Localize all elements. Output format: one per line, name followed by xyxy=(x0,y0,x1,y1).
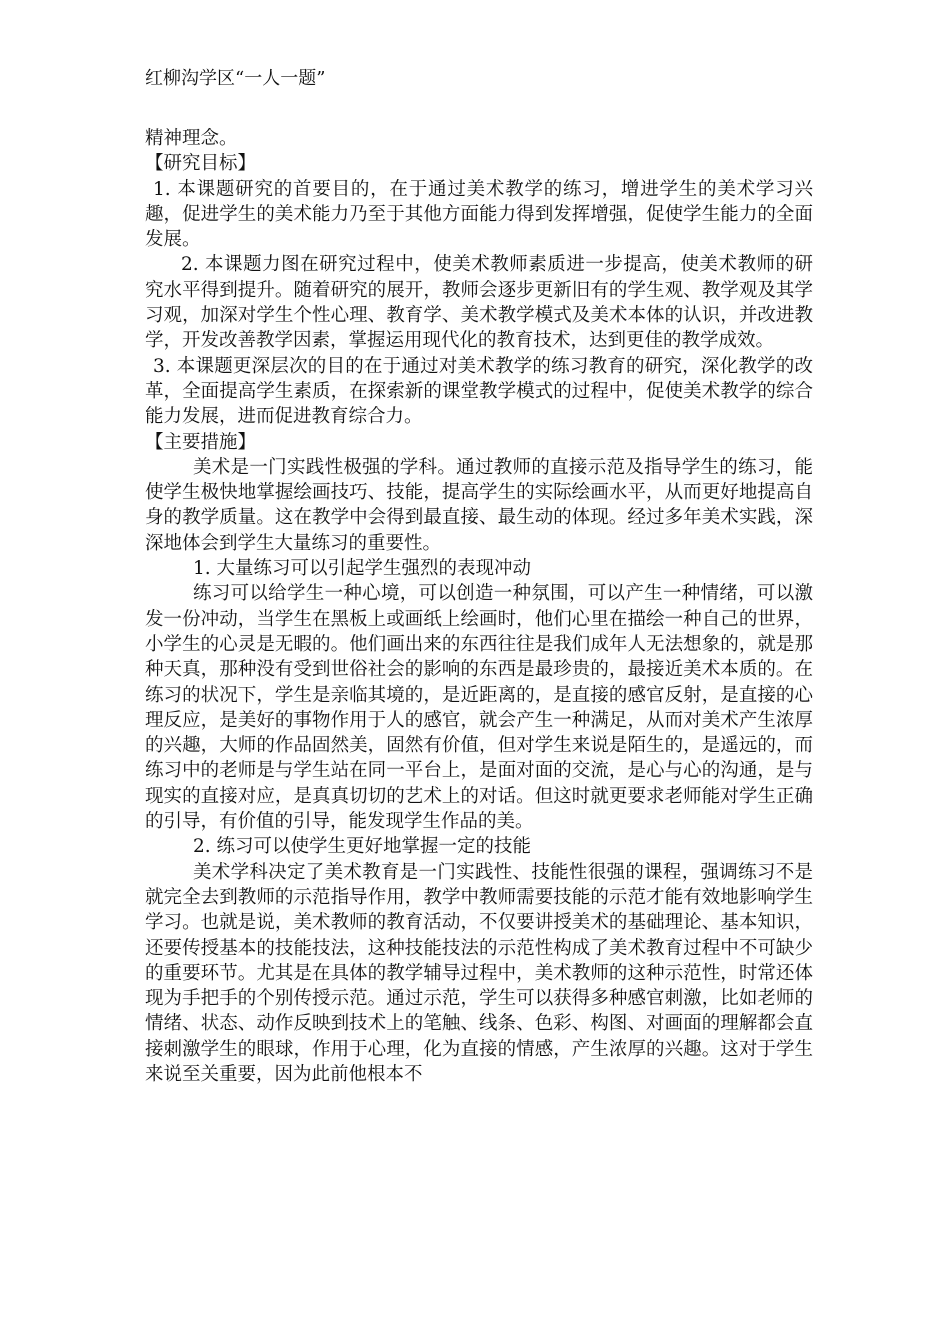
subheading-2: 2. 练习可以使学生更好地掌握一定的技能 xyxy=(193,836,532,858)
page-header: 红柳沟学区“一人一题” xyxy=(145,68,326,89)
subsection-2-body: 美术学科决定了美术教育是一门实践性、技能性很强的课程，强调练习不是就完全去到教师的示范指导作用，教学中教师需要技能的示范才能有效地影响学生学习。也就是说，美术教师的教育活动，不仅要讲授美术的基础理论、基本知识，还要传授基本的技能技法，这种技能技法的示范性构成了美术教育过程中不可缺少的重要环节。尤其是在具体的教学辅导过程中，美术教师的这种示范性，时常还体现为手把手的个别传授示范。通过示范，学生可以获得多种感官刺激，比如老师的情绪、状态、动作反映到技术上的笔触、线条、色彩、构图、对画面的理解都会直接刺激学生的眼球，作用于心理，化为直接的情感，产生浓厚的兴趣。这对于学生来说至关重要，因为此前他根本不 xyxy=(145,861,813,1085)
subsection-1-body: 练习可以给学生一种心境，可以创造一种氛围，可以产生一种情绪，可以激发一份冲动，当学生在黑板上或画纸上绘画时，他们心里在描绘一种自己的世界，小学生的心灵是无暇的。他们画出来的东西往往是我们成年人无法想象的，就是那种天真，那种没有受到世俗社会的影响的东西是最珍贵的，最接近美术本质的。在练习的状况下，学生是亲临其境的，是近距离的，是直接的感官反射，是直接的心理反应，是美好的事物作用于人的感官，就会产生一种满足，从而对美术产生浓厚的兴趣，大师的作品固然美，固然有价值，但对学生来说是陌生的，是遥远的，而练习中的老师是与学生站在同一平台上，是面对面的交流，是心与心的沟通，是与现实的直接对应，是真真切切的艺术上的对话。但这时就更要求老师能对学生正确的引导，有价值的引导，能发现学生作品的美。 xyxy=(145,583,813,833)
section-heading-research-goals: 【研究目标】 xyxy=(145,153,257,175)
document-body xyxy=(145,126,813,1087)
goal-item-1: 1. 本课题研究的首要目的，在于通过美术教学的练习，增进学生的美术学习兴趣，促进学生的美术能力乃至于其他方面能力得到发挥增强，促使学生能力的全面发展。 xyxy=(145,178,813,251)
paragraph-continuation: 精神理念。 xyxy=(145,128,238,149)
section-heading-main-measures: 【主要措施】 xyxy=(145,431,257,453)
goal-item-2: 2. 本课题力图在研究过程中，使美术教师素质进一步提高，使美术教师的研究水平得到提升。随着研究的展开，教师会逐步更新旧有的学生观、教学观及其学习观，加深对学生个性心理、教育学、美术教学模式及美术本体的认识，并改进教学，开发改善教学因素，掌握运用现代化的教育技术，达到更佳的教学成效。 xyxy=(145,254,813,352)
goal-item-3: 3. 本课题更深层次的目的在于通过对美术教学的练习教育的研究，深化教学的改革，全面提高学生素质，在探索新的课堂教学模式的过程中，促使美术教学的综合能力发展，进而促进教育综合力。 xyxy=(145,355,813,428)
measures-intro: 美术是一门实践性极强的学科。通过教师的直接示范及指导学生的练习，能使学生极快地掌握绘画技巧、技能，提高学生的实际绘画水平，从而更好地提高自身的教学质量。这在教学中会得到最直接、最生动的体现。经过多年美术实践，深深地体会到学生大量练习的重要性。 xyxy=(145,456,813,554)
subheading-1: 1. 大量练习可以引起学生强烈的表现冲动 xyxy=(193,558,532,580)
